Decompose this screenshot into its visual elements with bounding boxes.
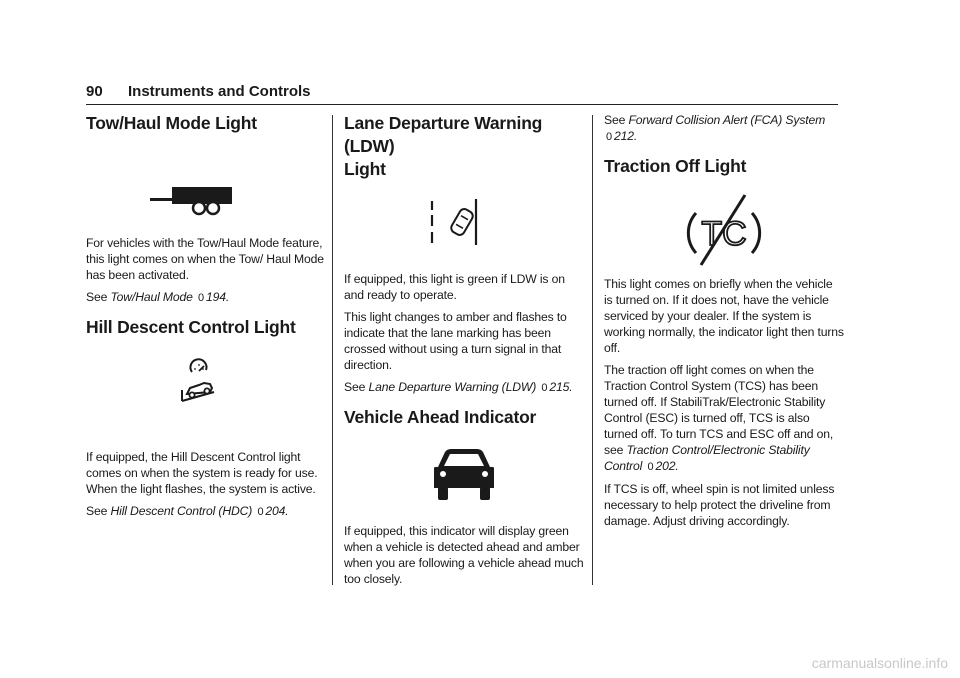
ldw-heading-line1: Lane Departure Warning (LDW) bbox=[344, 113, 543, 156]
lane-departure-icon bbox=[344, 181, 584, 271]
traction-ref-page[interactable]: 202. bbox=[655, 459, 679, 473]
hill-descent-icon bbox=[86, 339, 331, 449]
traction-body-3: If TCS is off, wheel spin is not limited unless necessary to help protect the driveline from damage. Adjust driving accordingly. bbox=[604, 482, 835, 528]
fca-see: See Forward Collision Alert (FCA) System 0 212. bbox=[604, 113, 826, 143]
column-right bbox=[604, 112, 844, 535]
page-ref-icon: 0 bbox=[541, 382, 548, 394]
watermark: carmanualsonline.info bbox=[811, 655, 948, 671]
column-divider bbox=[332, 115, 333, 585]
column-divider bbox=[592, 115, 593, 585]
hill-descent-see: See Hill Descent Control (HDC) 0 204. bbox=[86, 504, 289, 518]
vehicle-ahead-icon bbox=[344, 429, 584, 523]
tow-haul-heading: Tow/Haul Mode Light bbox=[86, 113, 257, 133]
ldw-body-2: This light changes to amber and flashes to indicate that the lane marking has been crossed without using a turn signal in that direction. bbox=[344, 310, 567, 372]
page-ref-icon: 0 bbox=[198, 292, 204, 304]
tow-haul-ref-link[interactable]: Tow/Haul Mode bbox=[110, 290, 193, 304]
traction-body-2: The traction off light comes on when the Traction Control System (TCS) has been turned off. If StabiliTrak/Electronic Stability Control (ESC) is turned off, TCS is also turned off. To turn TCS and ESC off and on, see Traction Control/Electronic Stability Control 0 202. bbox=[604, 363, 834, 473]
ldw-heading-line2: Light bbox=[344, 159, 386, 179]
tow-haul-body: For vehicles with the Tow/Haul Mode feature, this light comes on when the Tow/ Haul Mode has been activated. bbox=[86, 236, 324, 282]
hill-descent-ref-page[interactable]: 204. bbox=[265, 504, 289, 518]
page-ref-icon: 0 bbox=[606, 131, 612, 143]
traction-tc-text: TC bbox=[701, 215, 747, 253]
page-ref-icon: 0 bbox=[647, 461, 654, 473]
ldw-ref-page[interactable]: 215. bbox=[549, 380, 573, 394]
ldw-ref-link[interactable]: Lane Departure Warning (LDW) bbox=[368, 380, 537, 394]
traction-body-1: This light comes on briefly when the vehicle is turned on. If it does not, have the vehicle serviced by your dealer. If the system is working normally, the indicator light then turns off. bbox=[604, 277, 844, 355]
fca-ref-link[interactable]: Forward Collision Alert (FCA) System bbox=[628, 113, 826, 127]
ldw-body-1: If equipped, this light is green if LDW is on and ready to operate. bbox=[344, 272, 565, 302]
vehicle-ahead-heading: Vehicle Ahead Indicator bbox=[344, 407, 537, 427]
column-left bbox=[86, 112, 331, 526]
section-title: Instruments and Controls bbox=[128, 83, 311, 100]
hill-descent-ref-link[interactable]: Hill Descent Control (HDC) bbox=[110, 504, 253, 518]
column-middle bbox=[344, 112, 584, 593]
vehicle-ahead-body: If equipped, this indicator will display green when a vehicle is detected ahead and amber when you are following a vehicle ahead much too closely. bbox=[344, 524, 584, 586]
tow-haul-trailer-icon bbox=[86, 135, 331, 235]
ldw-see: See Lane Departure Warning (LDW) 0 215. bbox=[344, 380, 573, 394]
traction-off-icon bbox=[604, 178, 844, 276]
page-ref-icon: 0 bbox=[257, 506, 264, 518]
traction-ref-link[interactable]: Traction Control/Electronic Stability Control bbox=[604, 443, 810, 473]
fca-ref-page[interactable]: 212. bbox=[613, 129, 638, 143]
tow-haul-ref-page[interactable]: 194. bbox=[206, 290, 230, 304]
page-header bbox=[86, 83, 838, 105]
tow-haul-see: See Tow/Haul Mode 0 194. bbox=[86, 290, 230, 304]
traction-off-heading: Traction Off Light bbox=[604, 156, 747, 176]
page-number: 90 bbox=[86, 83, 103, 100]
hill-descent-body: If equipped, the Hill Descent Control light comes on when the system is ready for use. When the light flashes, the system is active. bbox=[86, 450, 318, 496]
hill-descent-heading: Hill Descent Control Light bbox=[86, 317, 296, 337]
